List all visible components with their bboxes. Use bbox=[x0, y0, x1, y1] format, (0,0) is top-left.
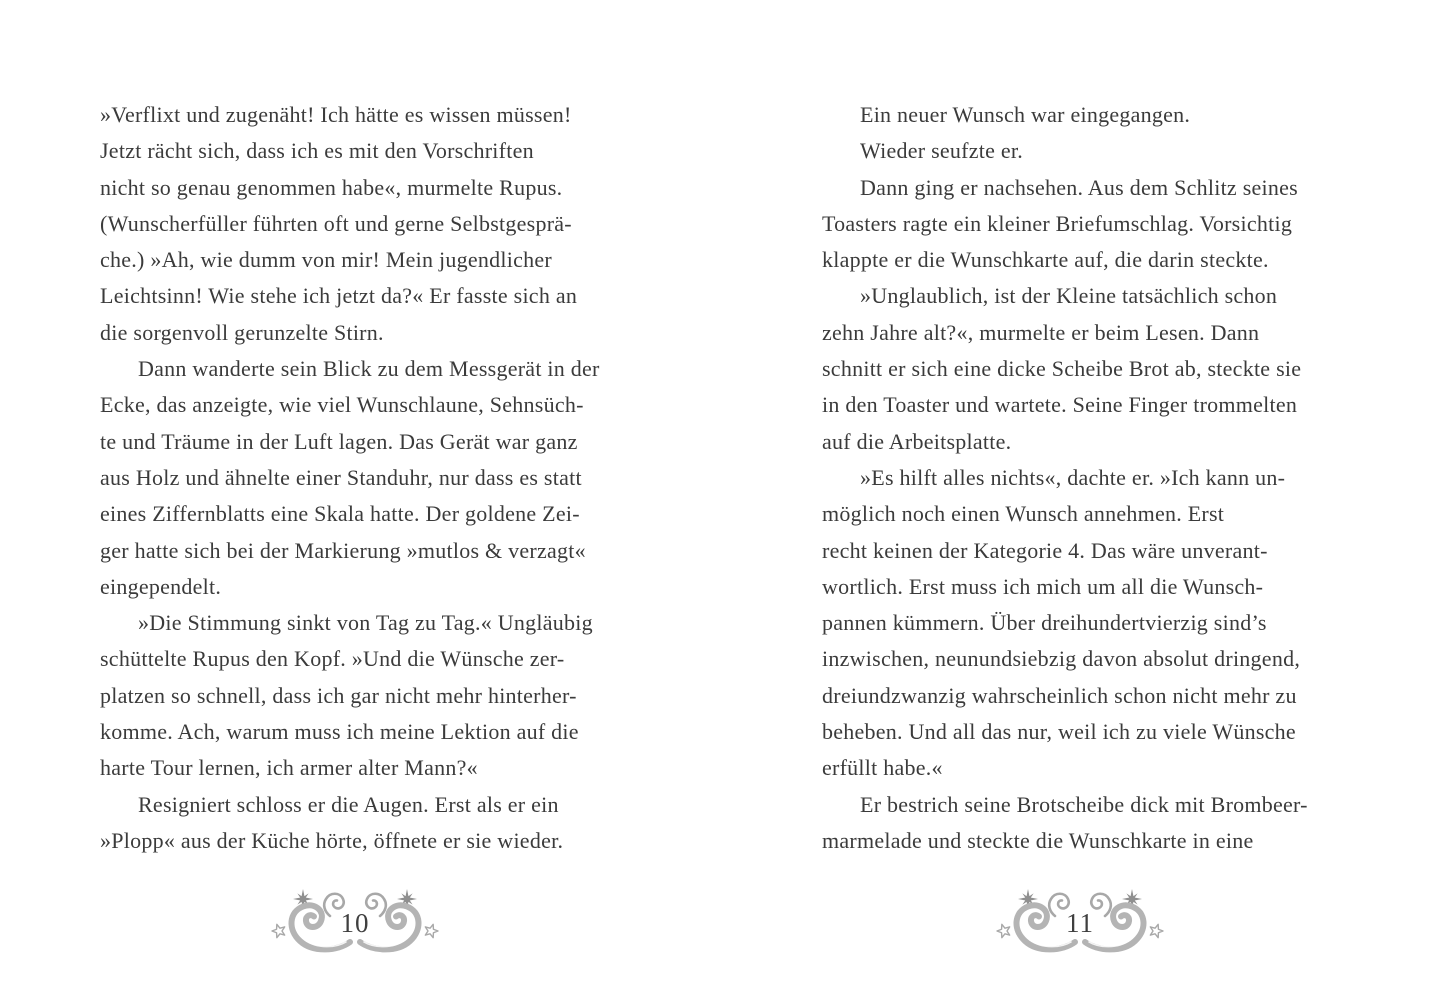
text-line: klappte er die Wunschkarte auf, die darin steckte. bbox=[822, 247, 1269, 273]
text-line: beheben. Und all das nur, weil ich zu viele Wünsche bbox=[822, 719, 1296, 745]
page-number: 10 bbox=[340, 908, 370, 938]
text-line: Dann wanderte sein Blick zu dem Messgerät in der bbox=[138, 356, 600, 382]
text-line: »Die Stimmung sinkt von Tag zu Tag.« Ungläubig bbox=[138, 610, 593, 636]
text-line: che.) »Ah, wie dumm von mir! Mein jugendlicher bbox=[100, 247, 553, 273]
text-line: te und Träume in der Luft lagen. Das Gerät war ganz bbox=[100, 428, 578, 454]
right-page-footer-ornament bbox=[995, 885, 1165, 957]
text-line: pannen kümmern. Über dreihundertvierzig sind’s bbox=[822, 610, 1267, 636]
text-line: komme. Ach, warum muss ich meine Lektion auf die bbox=[100, 719, 579, 745]
left-page-text bbox=[100, 97, 660, 859]
text-line: (Wunscherfüller führten oft und gerne Selbstgesprä- bbox=[100, 210, 572, 236]
text-line: Er bestrich seine Brotscheibe dick mit Brombeer- bbox=[860, 791, 1308, 817]
text-line: die sorgenvoll gerunzelte Stirn. bbox=[100, 319, 384, 345]
text-line: ger hatte sich bei der Markierung »mutlos & verzagt« bbox=[100, 537, 586, 563]
text-line: Dann ging er nachsehen. Aus dem Schlitz seines bbox=[860, 174, 1298, 200]
text-line: aus Holz und ähnelte einer Standuhr, nur dass es statt bbox=[100, 464, 582, 490]
text-line: Ein neuer Wunsch war eingegangen. bbox=[860, 102, 1191, 127]
text-line: inzwischen, neunundsiebzig davon absolut dringend, bbox=[822, 646, 1301, 672]
text-line: auf die Arbeitsplatte. bbox=[822, 428, 1012, 454]
text-line: »Es hilft alles nichts«, dachte er. »Ich kann un- bbox=[860, 464, 1286, 490]
text-line: »Plopp« aus der Küche hörte, öffnete er sie wieder. bbox=[100, 827, 564, 853]
text-line: eingependelt. bbox=[100, 573, 222, 599]
text-line: erfüllt habe.« bbox=[822, 755, 943, 781]
right-page-text bbox=[822, 97, 1382, 859]
text-line: dreiundzwanzig wahrscheinlich schon nicht mehr zu bbox=[822, 682, 1297, 708]
text-line: schnitt er sich eine dicke Scheibe Brot ab, steckte sie bbox=[822, 356, 1302, 382]
text-line: Ecke, das anzeigte, wie viel Wunschlaune, Sehnsüch- bbox=[100, 392, 584, 418]
text-line: marmelade und steckte die Wunschkarte in eine bbox=[822, 827, 1254, 853]
text-line: »Verflixt und zugenäht! Ich hätte es wissen müssen! bbox=[100, 102, 572, 127]
text-line: Jetzt rächt sich, dass ich es mit den Vorschriften bbox=[100, 138, 534, 164]
text-line: »Unglaublich, ist der Kleine tatsächlich schon bbox=[860, 283, 1278, 309]
text-line: nicht so genau genommen habe«, murmelte Rupus. bbox=[100, 174, 563, 200]
text-line: eines Ziffernblatts eine Skala hatte. Der goldene Zei- bbox=[100, 501, 580, 527]
left-page-footer-ornament bbox=[270, 885, 440, 957]
text-line: in den Toaster und wartete. Seine Finger trommelten bbox=[822, 392, 1298, 418]
page-number: 11 bbox=[1066, 908, 1094, 938]
text-line: recht keinen der Kategorie 4. Das wäre unverant- bbox=[822, 537, 1268, 563]
text-line: Toasters ragte ein kleiner Briefumschlag. Vorsichtig bbox=[822, 210, 1293, 236]
text-line: platzen so schnell, dass ich gar nicht mehr hinterher- bbox=[100, 682, 577, 708]
text-line: Resigniert schloss er die Augen. Erst als er ein bbox=[138, 791, 559, 817]
text-line: harte Tour lernen, ich armer alter Mann?« bbox=[100, 755, 478, 781]
text-line: Wieder seufzte er. bbox=[860, 138, 1024, 164]
text-line: Leichtsinn! Wie stehe ich jetzt da?« Er fasste sich an bbox=[100, 283, 578, 309]
text-line: schüttelte Rupus den Kopf. »Und die Wünsche zer- bbox=[100, 646, 565, 672]
text-line: wortlich. Erst muss ich mich um all die Wunsch- bbox=[822, 573, 1264, 599]
text-line: zehn Jahre alt?«, murmelte er beim Lesen. Dann bbox=[822, 319, 1260, 345]
text-line: möglich noch einen Wunsch annehmen. Erst bbox=[822, 501, 1225, 527]
